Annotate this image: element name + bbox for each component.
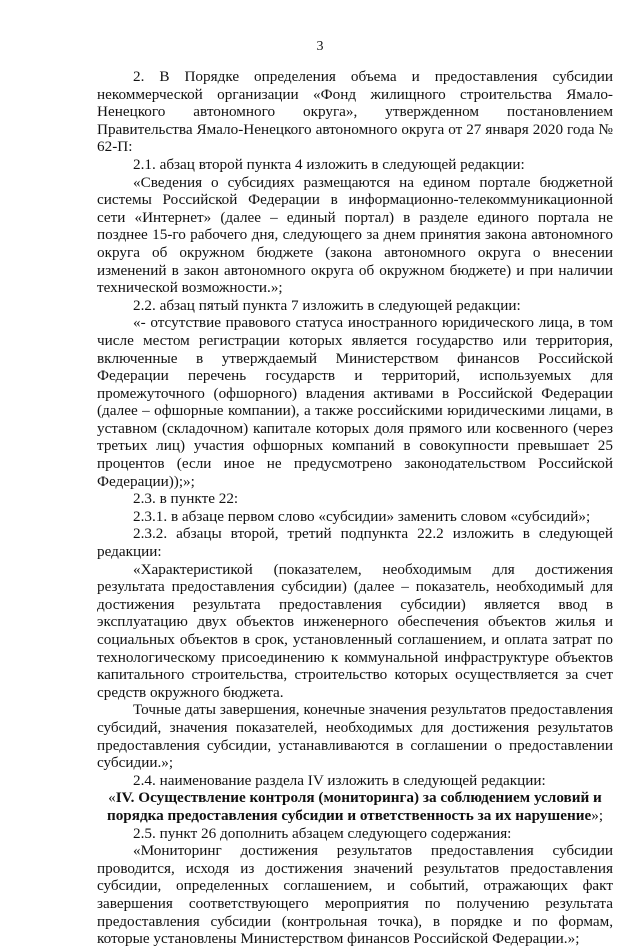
paragraph-2-3-2: 2.3.2. абзацы второй, третий подпункта 22.2 изложить в следующей редакции: bbox=[97, 525, 613, 561]
quoted-text-offshore: «- отсутствие правового статуса иностранного юридического лица, в том числе местом регистрации которых является государство или территория, включенные в утверждаемый Министерством финансов Российской Федерации перечень государств и территорий, используемых для промежуточного (офшорного) владения активами в Российской Федерации (далее – офшорные компании), а также российскими юридическими лицами, в уставном (складочном) капитале которых доля прямого или косвенного (через третьих лиц) участия офшорных компаний в совокупности превышает 25 процентов (если иное не предусмотрено законодательством Российской Федерации));»; bbox=[97, 314, 613, 490]
paragraph-2-2: 2.2. абзац пятый пункта 7 изложить в следующей редакции: bbox=[133, 296, 521, 314]
document-body bbox=[97, 68, 613, 948]
paragraph-2: 2. В Порядке определения объема и предоставления субсидии некоммерческой организации «Фонд жилищного строительства Ямало-Ненецкого автономного округа», утвержденном постановлением Правительства Ямало-Ненецкого автономного округа от 27 января 2020 года № 62-П: bbox=[97, 68, 613, 156]
quoted-text-indicator: «Характеристикой (показателем, необходимым для достижения результата предоставления субсидии) (далее – показатель, необходимый для достижения результата предоставления субсидии) является ввод в эксплуатацию двух объектов инженерного обеспечения объектов жилья и социальных объектов в срок, установленный соглашением, и оплата затрат по технологическому присоединению к коммунальной инфраструктуре объектов капитального строительства, строительство которых осуществляется за счет средств окружного бюджета. bbox=[97, 560, 613, 701]
quoted-text-monitoring: «Мониторинг достижения результатов предоставления субсидии проводится, исходя из достижения значений результатов предоставления субсидии, определенных соглашением, и событий, отражающих факт завершения соответствующего мероприятия по получению результата предоставления субсидии (контрольная точка), в порядке и по формам, которые установлены Министерством финансов Российской Федерации.»; bbox=[97, 842, 613, 948]
paragraph-2-5: 2.5. пункт 26 дополнить абзацем следующего содержания: bbox=[133, 824, 512, 842]
paragraph-2-1: 2.1. абзац второй пункта 4 изложить в следующей редакции: bbox=[133, 155, 525, 173]
quoted-text-portal: «Сведения о субсидиях размещаются на едином портале бюджетной системы Российской Федерации в информационно-телекоммуникационной сети «Интернет» (далее – единый портал) в разделе единого портала не позднее 15-го рабочего дня, следующего за днем принятия закона автономного округа об окружном бюджете (закона автономного округа о внесении изменений в закон автономного округа об окружном бюджете) и при наличии технической возможности.»; bbox=[97, 173, 613, 297]
heading-close-quote: »; bbox=[591, 806, 604, 824]
paragraph-2-3-1: 2.3.1. в абзаце первом слово «субсидии» заменить словом «субсидий»; bbox=[133, 507, 591, 525]
paragraph-2-4: 2.4. наименование раздела IV изложить в следующей редакции: bbox=[133, 771, 546, 789]
heading-text: IV. Осуществление контроля (мониторинга) за соблюдением условий и порядка предоставления субсидии и ответственность за их нарушение bbox=[106, 789, 602, 824]
section-heading bbox=[97, 789, 613, 824]
quoted-text-dates: Точные даты завершения, конечные значения результатов предоставления субсидий, значения показателей, необходимых для достижения результатов предоставления субсидии, устанавливаются в соглашении о предоставлении субсидии.»; bbox=[97, 701, 613, 772]
heading-open-quote: « bbox=[108, 789, 116, 807]
paragraph-2-3: 2.3. в пункте 22: bbox=[133, 490, 239, 508]
page-number: 3 bbox=[316, 39, 324, 54]
